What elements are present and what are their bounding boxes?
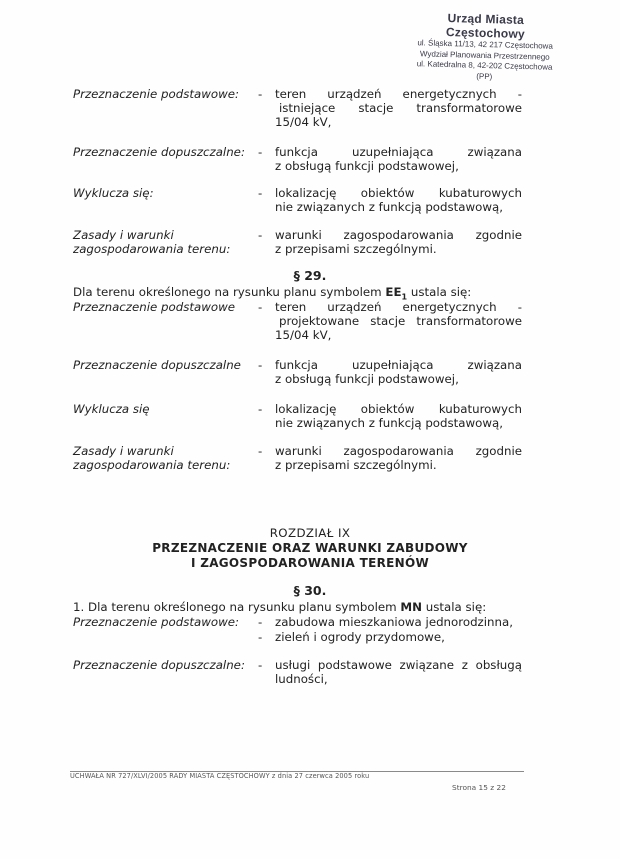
chapter-number: ROZDZIAŁ IX [269,526,351,540]
intro-symbol: MN [400,600,423,614]
dash: - [258,358,263,372]
label-rules [73,444,230,472]
stamp-department-address: ul. Katedralna 8, 42-202 Częstochowa [416,59,553,72]
section-30-heading: § 30. [293,583,327,598]
intro-symbol-subscript: 1 [401,292,408,302]
desc-line: warunki zagospodarowania zgodnie [275,228,522,242]
section-29-heading: § 29. [293,268,327,283]
desc-line: lokalizację obiektów kubaturowych [275,186,522,200]
desc-line: z przepisami szczególnymi. [275,242,437,256]
rules-text [275,228,522,256]
intro-text: Dla terenu określonego na rysunku planu symbolem [73,285,386,299]
desc-line: warunki zagospodarowania zgodnie [275,444,522,458]
stamp-code: (PP) [476,71,493,81]
label-primary-use: Przeznaczenie podstawowe: [73,87,239,101]
desc-line: teren urządzeń energetycznych - [275,300,522,314]
desc-line: 15/04 kV, [275,328,332,342]
stamp-address: ul. Śląska 11/13, 42 217 Częstochowa [417,38,553,51]
label-rules [73,228,230,256]
desc-line: nie związanych z funkcją podstawową, [275,200,504,214]
dash: - [258,402,263,416]
desc-line: ludności, [275,672,328,686]
footer-resolution: UCHWAŁA NR 727/XLVI/2005 RADY MIASTA CZĘSTOCHOWY z dnia 27 czerwca 2005 roku [70,772,370,780]
stamp-department: Wydział Planowania Przestrzennego [419,48,550,62]
label-primary-use: Przeznaczenie podstawowe [73,300,235,314]
desc-line: 15/04 kV, [275,115,332,129]
primary-use-text [275,300,522,342]
primary-use-item-1: zabudowa mieszkaniowa jednorodzinna, [275,615,513,629]
label-line: Zasady i warunki [73,228,174,242]
excluded-text [275,186,522,214]
dash: - [258,145,263,159]
office-stamp [407,10,563,84]
label-line: zagospodarowania terenu: [73,458,231,472]
primary-use-text [275,87,522,129]
label-permitted-use: Przeznaczenie dopuszczalne: [73,145,245,159]
label-permitted-use: Przeznaczenie dopuszczalne: [73,658,245,672]
desc-line: teren urządzeń energetycznych - [275,87,522,101]
dash: - [258,444,263,458]
permitted-use-text [275,145,522,173]
intro-symbol: EE [385,285,402,299]
intro-text: 1. Dla terenu określonego na rysunku planu symbolem [73,600,401,614]
label-excluded: Wyklucza się: [73,186,154,200]
label-excluded: Wyklucza się [73,402,150,416]
desc-line: istniejące stacje transformatorowe [279,101,522,115]
chapter-title-line-1: PRZEZNACZENIE ORAZ WARUNKI ZABUDOWY [152,541,468,555]
excluded-text [275,402,522,430]
chapter-title-line-2: I ZAGOSPODAROWANIA TERENÓW [190,556,430,570]
desc-line: projektowane stacje transformatorowe [279,314,522,328]
page-number: Strona 15 z 22 [452,783,506,792]
dash: - [258,300,263,314]
desc-line: nie związanych z funkcją podstawową, [275,416,504,430]
label-permitted-use: Przeznaczenie dopuszczalne [73,358,241,372]
dash: - [258,615,263,629]
desc-line: usługi podstawowe związane z obsługą [275,658,522,672]
label-line: zagospodarowania terenu: [73,242,231,256]
dash: - [258,658,263,672]
label-line: Zasady i warunki [73,444,174,458]
stamp-title: Urząd Miasta Częstochowy [445,11,526,42]
desc-line: funkcja uzupełniająca związana [275,145,522,159]
section-30-intro [73,600,486,614]
intro-text: ustala się: [407,285,472,299]
primary-use-item-2: zieleń i ogrody przydomowe, [275,630,445,644]
dash: - [258,186,263,200]
desc-line: funkcja uzupełniająca związana [275,358,522,372]
permitted-use-text [275,358,522,386]
permitted-use-text [275,658,522,686]
desc-line: z obsługą funkcji podstawowej, [275,159,459,173]
desc-line: lokalizację obiektów kubaturowych [275,402,522,416]
section-29-intro [73,285,471,301]
desc-line: z obsługą funkcji podstawowej, [275,372,459,386]
dash: - [258,630,263,644]
desc-line: z przepisami szczególnymi. [275,458,437,472]
rules-text [275,444,522,472]
dash: - [258,228,263,242]
label-primary-use: Przeznaczenie podstawowe: [73,615,239,629]
dash: - [258,87,263,101]
intro-text: ustala się: [422,600,487,614]
